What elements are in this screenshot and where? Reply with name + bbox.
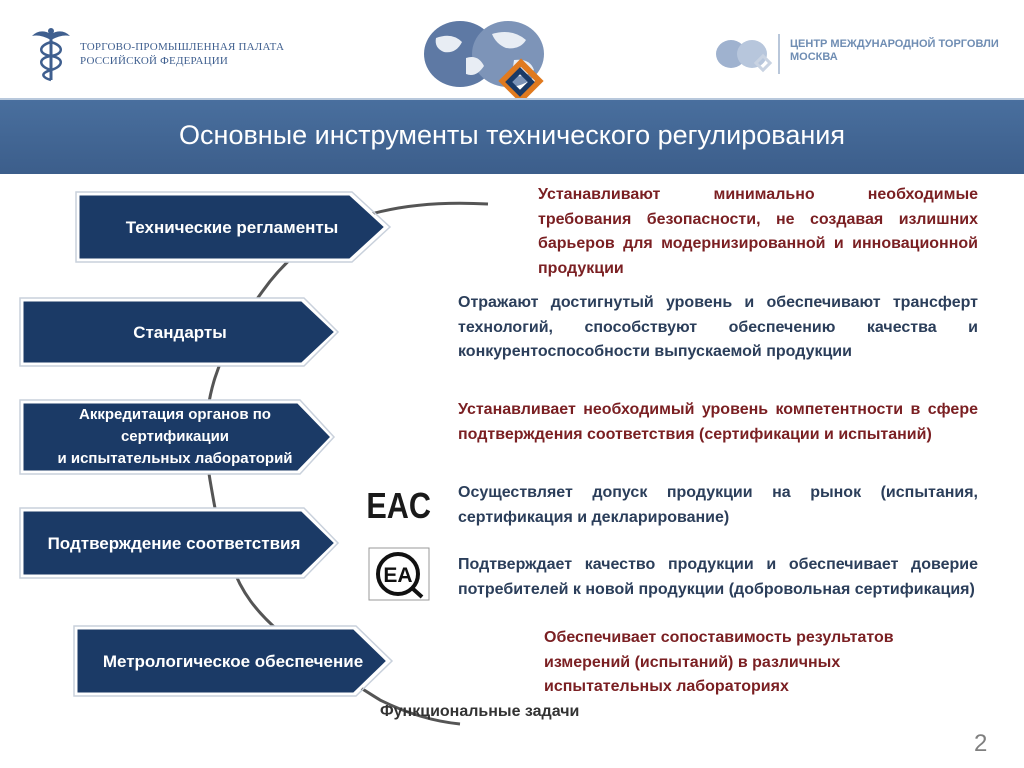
globe-logo-icon (422, 18, 558, 96)
tpp-logo (30, 26, 72, 82)
ea-mark (368, 547, 430, 601)
right-org-line-1: ЦЕНТР МЕЖДУНАРОДНОЙ ТОРГОВЛИ (790, 38, 999, 50)
header-divider (778, 34, 780, 74)
right-org-line-2: МОСКВА (790, 51, 838, 63)
page-title: Основные инструменты технического регулирования (179, 120, 845, 150)
desc-metrology: Обеспечивает сопоставимость результатов измерений (испытаний) в различных испытательных лабораториях (544, 629, 894, 695)
desc-voluntary-certification: Подтверждает качество продукции и обеспечивает доверие потребителей к новой продукции (добровольная сертификация) (458, 556, 978, 598)
eac-mark-icon (366, 484, 431, 527)
page-number: 2 (974, 730, 988, 757)
arrow-accreditation (30, 404, 320, 470)
arrow-label-4: Подтверждение соответствия (47, 533, 301, 553)
arrow-label-3-line-3: и испытательных лабораторий (57, 450, 293, 467)
arrow-conformity-assessment (24, 506, 324, 580)
wtc-logo (714, 36, 774, 72)
left-org-line-2: РОССИЙСКОЙ ФЕДЕРАЦИИ (80, 55, 229, 67)
arrow-standards (30, 296, 330, 368)
footer-caption: Функциональные задачи (380, 703, 580, 720)
center-logo (422, 18, 558, 96)
arrow-metrology (78, 624, 388, 698)
arrow-label-3-line-2: сертификации (120, 428, 230, 445)
desc-standards: Отражают достигнутый уровень и обеспечивают трансферт технологий, способствуют обеспечению качества и конкурентоспособности выпускаемой продукции (458, 294, 978, 360)
arrow-label-2: Стандарты (133, 322, 227, 342)
arrow-label-5: Метрологическое обеспечение (102, 651, 364, 671)
arrow-technical-regulations (90, 190, 374, 264)
arrow-label-1: Технические регламенты (125, 217, 339, 237)
arrow-label-3-line-1: Аккредитация органов по (79, 406, 271, 423)
left-org-line-1: ТОРГОВО-ПРОМЫШЛЕННАЯ ПАЛАТА (80, 41, 285, 53)
desc-market-access: Осуществляет допуск продукции на рынок (испытания, сертификация и декларирование) (458, 484, 978, 526)
desc-technical-regulations: Устанавливают минимально необходимые требования безопасности, не создавая излишних барьеров для модернизированной и инновационной продукции (538, 186, 978, 277)
ea-mark-label: EA (383, 564, 413, 587)
wtc-logo-icon (714, 36, 774, 72)
ea-mark-icon (368, 547, 430, 601)
right-org-name (790, 38, 1010, 64)
eac-mark (366, 484, 431, 527)
eac-mark-label: EAC (366, 486, 431, 527)
desc-accreditation: Устанавливает необходимый уровень компетентности в сфере подтверждения соответствия (сертификации и испытаний) (458, 401, 978, 443)
left-org-name (80, 40, 330, 68)
caduceus-icon (30, 26, 72, 82)
